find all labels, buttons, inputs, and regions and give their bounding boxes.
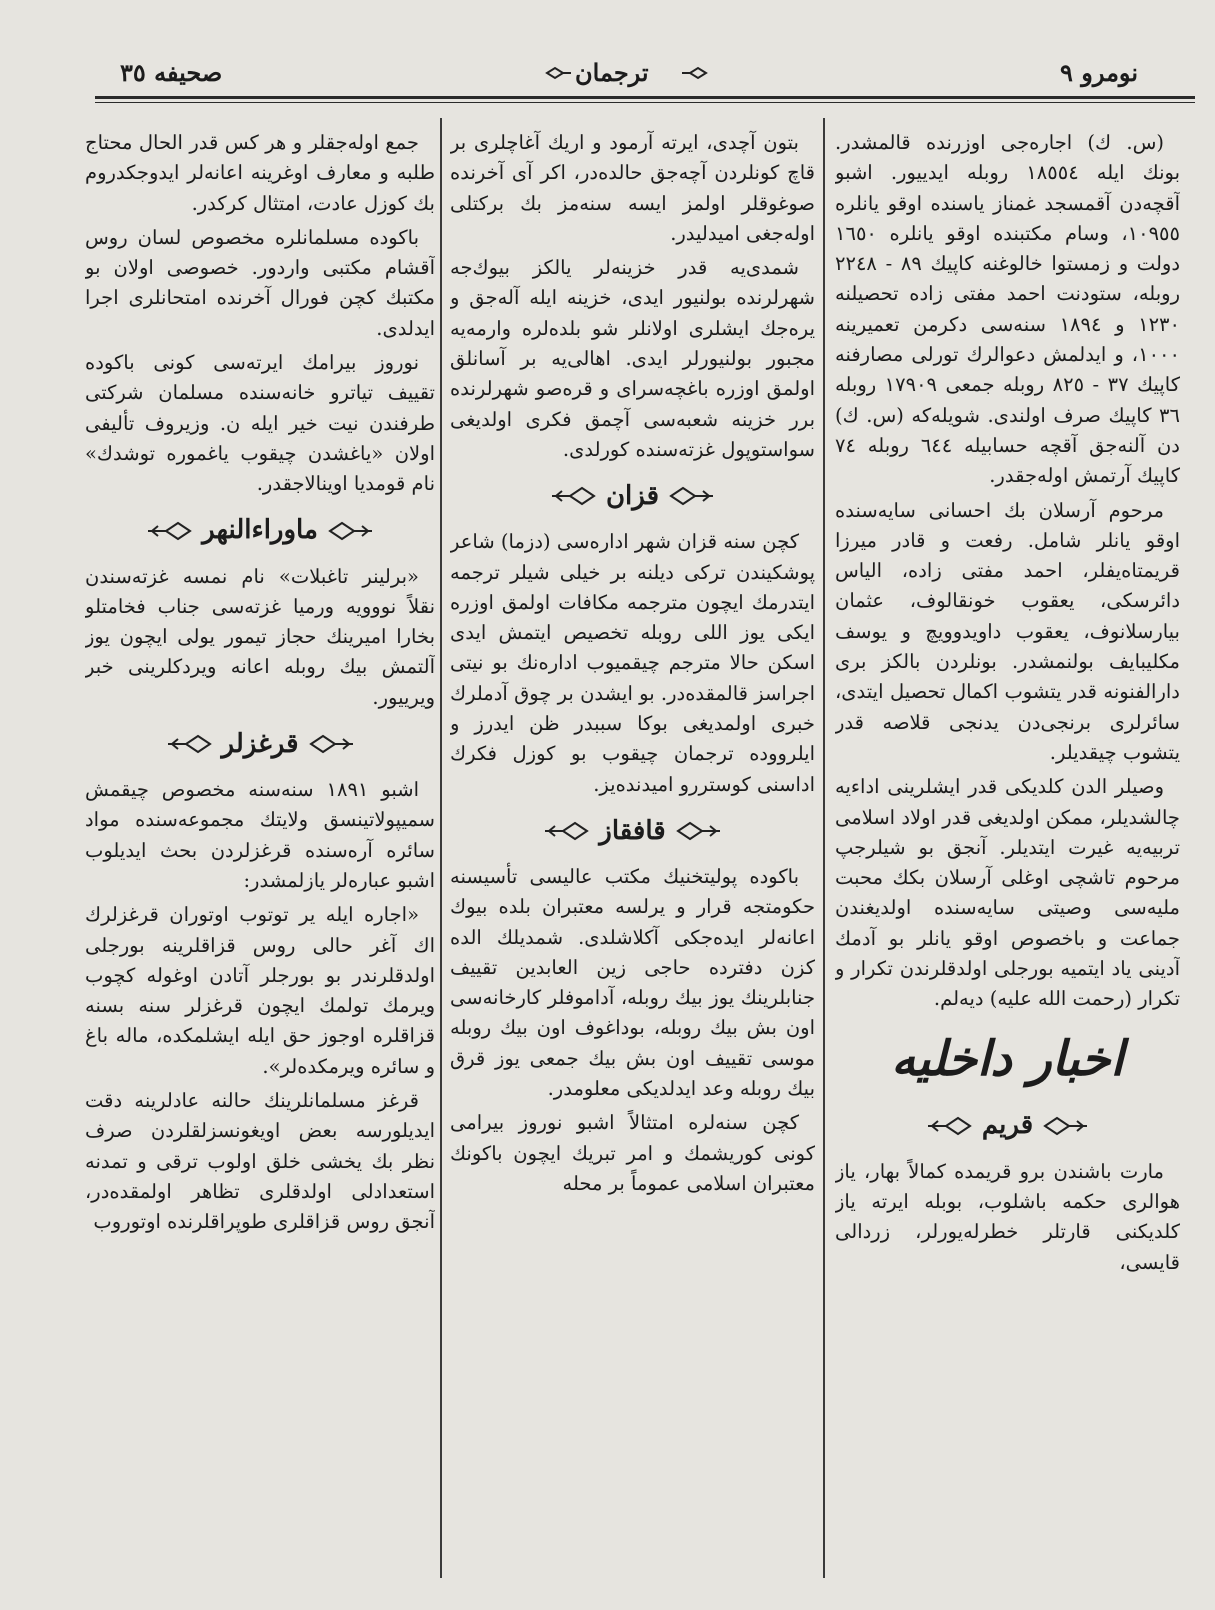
heading-label: قریم <box>981 1110 1034 1141</box>
paragraph: «اجاره ایله یر توتوب اوتوران قرغزلرك اك آغر حالی روس قزاقلرینه بورجلی اولدقلرندر بو بورجلر آتادن اوغوله كچوب ویرمك تولمك ایچون قرغزلر سنه بسنه قزاقلره اوجوز حق ایله ایشلمكده، ماله باغ و سائره ویرمكده‌لر». <box>85 903 435 1078</box>
paragraph: باكوده پولیتخنیك مكتب عالیسی تأسیسنه حكومتجه قرار و یرلسه معتبران بلده بیوك اعانه‌لر ایده‌جكی آكلاشلدی. شمدیلك الده كزن دفترده حاجی زین العابدین تقییف جنابلرینك یوز بیك روبله، آداموفلر كارخانه‌سی اون بش بیك روبله، بوداغوف اون بیك روبله موسی تقییف اون بش بیك جمعی یوز قرق بیك روبله وعد ایدلدیكی معلومدر. <box>450 864 815 1101</box>
paragraph: «برلینر تاغبلات» نام نمسه غزته‌سندن نقلاً نوو‌ویه ورمیا غزته‌سی جناب فخامتلو بخارا امیرینك حجاز تیمور یولی ایچون یوز آلتمش بیك روبله اعانه ویردكلرینی خبر ویرییور. <box>85 564 435 709</box>
heading-transoxiana <box>85 506 435 556</box>
ornament-icon <box>1043 1115 1089 1137</box>
paragraph: وصیلر الدن كلدیكی قدر ایشلرینی اداء‌یه چالشدیلر، ممكن اولدیغی قدر اولاد اسلامی تربیه‌یه غیرت ایتدیلر. آنجق بو شیلرجپ مرحوم تاشچی اوغلی آرسلان بكك محبت ملیه‌سی وصیتی سایه‌سنده اولدیغندن جماعت و باخصوص اوقو یانلر بو آدمك آدینی یاد ایتمیه بورجلی اولدقلرندن تكرار و تكرار (رحمت الله علیه) دیه‌لم. <box>835 775 1180 1011</box>
ornament-icon <box>309 733 355 755</box>
paragraph: قرغز مسلمانلرینك حالنه عادلرینه دقت ایدیلورسه بعض اویغونسزلقلردن صرف نظر بك یخشی خلق اولوب ترقی و تمدنه استعدادلی اولدقلری تظاهر اولمقده‌در، آنجق روس قزاقلری طوپراقلرنده اوتوروب <box>85 1089 435 1234</box>
section-title: اخبار داخلیه <box>891 1030 1124 1087</box>
heading-label: ماوراءالنهر <box>202 515 318 546</box>
paragraph: مارت باشندن برو قریمده كمالاً بهار، یاز هوالری حكمه باشلوب، بوبله ایرته یاز كلدیكنی قارتلر خطرله‌یورلر، زردالی قایسی، <box>835 1159 1180 1274</box>
ornament-icon <box>328 520 374 542</box>
heading-kazan <box>450 471 815 521</box>
ornament-icon <box>166 733 212 755</box>
heading-crimea <box>835 1101 1180 1151</box>
header-ornament-right-icon <box>545 66 573 80</box>
ornament-icon <box>550 485 596 507</box>
column-left <box>85 128 435 1588</box>
heading-label: قرغزلر <box>221 728 299 759</box>
ornament-icon <box>146 520 192 542</box>
paragraph: باكوده مسلمانلره مخصوص لسان روس آقشام مكتبی وار‌دور. خصوصی اولان بو مكتبك كچن فورال آخرنده امتحانلری اجرا ایدلدی. <box>85 225 435 340</box>
issue-number: نومرو ٩ <box>1060 58 1139 87</box>
ornament-icon <box>926 1115 972 1137</box>
header-ornament-left-icon <box>680 66 708 80</box>
paragraph: كچن سنه قزان شهر اداره‌سی (دزما) شاعر پوشكیندن تركی دیلنه بر خیلی شیلر ترجمه ایتدرمك ایچون مترجمه مكافات اولمق اوزره ایكی یوز اللی روبله تخصیص ایتمش ایدی اسكن حالا مترجم چیقمیوب اداره‌نك بو نیتی اجراسز قالمقده‌در. بو ایشدن بر چوق آدملرك خبری اولمدیغی بوكا سببدر ظن ایدرز و ایلرووده ترجمان چیقوب بو كوزل فكرك اداسنی كوستررو امیدنده‌یز. <box>450 530 815 796</box>
column-middle <box>450 128 815 1588</box>
paragraph: جمع اوله‌جقلر و هر كس قدر الحال محتاج طلبه و معارف اوغرینه اعانه‌لر ایدوجكدروم بك كوزل عادت، امتثال كركدر. <box>85 131 435 215</box>
heading-caucasus <box>450 806 815 856</box>
column-divider-left <box>440 118 442 1578</box>
paragraph: بتون آچدی، ایرته آرمود و اریك آغاچلری بر قاچ كونلردن آچه‌جق حالده‌در، اكر آی آخرنده صوغوقلر اولمز ایسه سنه‌مز بك بركتلی اوله‌جغی امیدلیدر. <box>450 131 815 245</box>
paragraph: شمدی‌یه قدر خزینه‌لر یالكز بیوك‌جه شهرلرنده بولنیور ایدی، خزینه ایله آله‌جق و یره‌جك ایشلری اولانلر شو بلده‌لره وارمه‌یه مجبور بولنیورلر ایدی. اهالی‌یه بر آسانلق اولمق اوزره باغچه‌سرای و قره‌صو شهرلرنده برر خزینه شعبه‌سی آچمق فكری اولدیغی سواستوپول غزته‌سنده كورلدی. <box>450 256 815 461</box>
paragraph: نوروز بیرامك ایرته‌سی كونی باكوده تقییف تیاترو خانه‌سنده مسلمان شركتی طرفندن نیت خیر ایله ن. وزیروف تألیفی اولان «یاغشدن چیقوب یاغموره توشدك» نام قومدیا اوینالاجقدر. <box>85 351 435 496</box>
heading-kyrgyz <box>85 719 435 769</box>
page-number: صحیفه ٣٥ <box>120 58 223 87</box>
ornament-icon <box>669 485 715 507</box>
heading-label: قزان <box>605 481 660 512</box>
ornament-icon <box>543 820 589 842</box>
paragraph: اشبو ١٨٩١ سنه‌سنه مخصوص چیقمش سمیپولاتینسق ولایتك مجموعه‌سنده مواد سائره آره‌سنده قرغزلردن بحث ایدیلوب اشبو عباره‌لر یازلمشدر: <box>85 778 435 892</box>
paragraph: (س. ك) اجاره‌جی اوزرنده قالمشدر. بونك ایله ١٨٥٥٤ روبله ایدییور. اشبو آقچه‌دن آقمسجد غمناز یاسنده اوقو یانلره ١٠٩٥٥، وسام مكتبنده اوقو یانلره ١٦٥٠ دولت و زمستوا خالوغنه كاپیك ٨٩ - ٢٢٤٨ روبله، ستودنت احمد مفتی زاده تحصیلنه ١٢٣٠ و ١٨٩٤ سنه‌سی دكرمن تعمیرینه ١٠٠٠، و ایدلمش دعوالرك تورلی مصارفنه كاپیك ٣٧ - ٨٢٥ روبله جمعی ١٧٩٠٩ روبله ٣٦ كاپیك صرف اولندی. شویله‌كه (س. ك) دن آلنه‌جق آقچه حسابیله ٦٤٤ روبله ٧٤ كاپیك آرتمش اوله‌جقدر. <box>835 131 1180 488</box>
header-rule-bottom <box>95 102 1195 103</box>
column-right <box>835 128 1180 1588</box>
paragraph: مرحوم آرسلان بك احسانی سایه‌سنده اوقو یانلر شامل. رفعت و قادر میرزا قریمتاه‌یفلر، احمد مفتی زاده، الیاس دائرسكی، یعقوب خونقالوف، عثمان بیارسلانوف، یعقوب داویدوویچ و یوسف مكلیبایف بولنمشدر. بونلردن بالكز بری دارالفنونه قدر یتشوب اكمال تحصیل ایتدی، سائرلری برنجی‌دن یدنجی قلاصه قدر یتشوب چیقدیلر. <box>835 498 1180 764</box>
column-divider-right <box>823 118 825 1578</box>
paragraph: كچن سنه‌لره امتثالاً اشبو نوروز بیرامی كونی كوریشمك و امر تبریك ایچون باكونك معتبران اسلامی عموماً بر محله <box>450 1111 815 1195</box>
heading-label: قافقاز <box>599 815 666 846</box>
ornament-icon <box>676 820 722 842</box>
header-rule-top <box>95 96 1195 99</box>
newspaper-name: ترجمان <box>575 58 649 87</box>
